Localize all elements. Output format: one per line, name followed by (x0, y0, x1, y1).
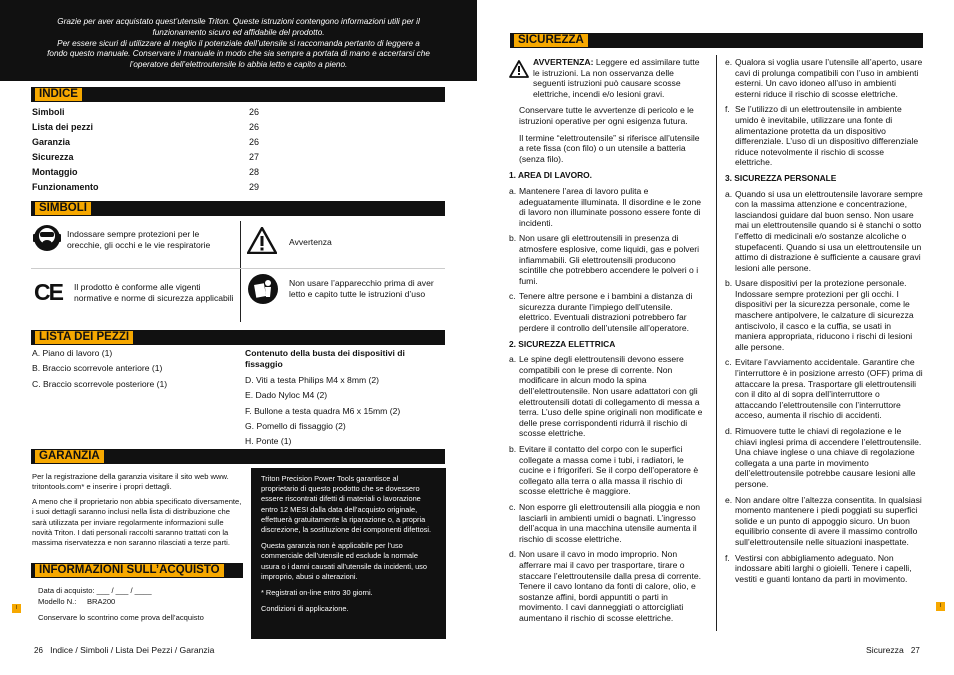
keep-receipt-note: Conservare lo scontrino come prova dell’acquisto (38, 613, 204, 623)
safety-item (725, 278, 923, 352)
purchase-date-field[interactable]: Data di acquisto: ___ / ___ / ____ (38, 586, 152, 595)
warranty-paragraph: Per la registrazione della garanzia visitare il sito web www. tritontools.com* e inserire i propri dettagli. (32, 472, 229, 492)
index-row[interactable] (32, 167, 272, 182)
section-header-simboli (31, 201, 445, 216)
edge-tab-right (936, 602, 945, 611)
index-row[interactable] (32, 152, 272, 167)
safety-item (725, 189, 923, 274)
index-row[interactable] (32, 107, 272, 122)
item-text: Qualora si voglia usare l’utensile all’aperto, usare cavi di prolunga compatibili con l’uso in ambienti esterni. Un cavo idoneo all’uso in ambienti esterni riduce il rischio di scosse elettriche. (735, 57, 923, 99)
page-number: 27 (910, 646, 920, 655)
edge-tab-label: I (15, 605, 18, 611)
safety-paragraph: Conservare tutte le avvertenze di pericolo e le istruzioni operative per ogni esigenza futura. (519, 105, 694, 126)
item-key: e. (725, 494, 733, 505)
edge-tab-label: I (939, 603, 942, 609)
item-text: Usare dispositivi per la protezione personale. Indossare sempre protezioni per gli occhi. I dispositivi per la sicurezza personale, come le maschere antipolvere, le calzature di sicurezza antiscivolo, il casco e la cuffia, se usati in maniera appropriata, riducono i rischi di lesioni alle persone. (735, 278, 914, 352)
safety-item (725, 57, 923, 99)
item-key: c. (509, 501, 516, 512)
section-header-acquisto (31, 563, 243, 578)
warning-title: AVVERTENZA: (533, 57, 594, 67)
protection-text: Indossare sempre protezioni per le orecchie, gli occhi e le vie respiratorie (67, 229, 211, 250)
warranty-registration (32, 472, 244, 553)
item-text: Non andare oltre l’altezza consentita. In qualsiasi momento mantenere i piedi poggiati su superfici solide e un punto di appoggio sicuro. Un buon equilibrio consente di avere il massimo controllo sull’elettroutensile nelle situazioni inaspettate. (735, 494, 922, 547)
item-key: a. (509, 185, 517, 196)
safety-paragraph: Il termine “elettroutensile” si riferisce all’utensile a rete fissa (con filo) o un utensile a batteria (senza filo). (519, 132, 700, 164)
index-page: 27 (249, 152, 260, 162)
footer-section: Sicurezza (866, 645, 904, 655)
footer-section: Indice / Simboli / Lista Dei Pezzi / Garanzia (50, 645, 215, 655)
item-key: c. (509, 291, 516, 302)
intro-line: l’operatore dell’elettroutensile lo abbia letto e capito a pieno. (129, 60, 348, 70)
item-key: d. (509, 549, 517, 560)
intro-line: fondo questo manuale. Conservare il manuale in modo che sia sempre a portata di mano e accertarsi che (47, 49, 430, 59)
intro-line: Grazie per aver acquistato quest’utensile Triton. Queste istruzioni contengono informazioni utili per il (57, 17, 420, 26)
item-text: Vestirsi con abbigliamento adeguato. Non indossare abiti larghi o gioielli. Tenere i capelli, vestiti e guanti lontano da parti in movimento. (735, 552, 912, 584)
index-row[interactable] (32, 122, 272, 137)
purchase-info (38, 586, 204, 624)
warning-icon (247, 227, 277, 254)
safety-item (509, 186, 704, 228)
item-text: Quando si usa un elettroutensile lavorare sempre con la massima attenzione e concentrazione, lasciandosi guidare dal buon senso. Non usare mai un elettroutensile quando si è stanchi o sotto l’effetto di medicinali e/o sostanze alcoliche o stupefacenti. Quando si usa un elettroutensile un attimo di distrazione è sufficiente a causare gravi lesioni alle persone. (735, 188, 923, 273)
page-number: 26 (34, 646, 43, 655)
section-header-sicurezza (510, 33, 923, 48)
parts-item: B. Braccio scorrevole anteriore (1) (32, 363, 163, 373)
parts-item: E. Dado Nyloc M4 (2) (245, 390, 328, 400)
item-text: Non usare il cavo in modo improprio. Non afferrare mai il cavo per trasportare, tirare o staccare l’elettroutensile dalla presa di corrente. Tenere il cavo lontano da fonti di calore, olio, e sostanze affini, bordi appuntiti o parti in movimento. I cavi danneggiati o attorcigliati aumentano il rischio di scosse elettriche. (519, 549, 701, 623)
section-title: GARANZIA (35, 450, 104, 463)
divider (240, 221, 241, 322)
warranty-terms-box (251, 468, 446, 639)
item-text: Evitare l’avviamento accidentale. Garantire che l’interruttore è in posizione arresto (OFF) prima di attaccare la presa. Trasportare gli elettroutensili con il dito al di sopra dell’interruttore o attaccando l’elettroutensile con l’interruttore acceso, aumenta il rischio di accidenti. (735, 357, 923, 421)
section-header-indice (31, 87, 445, 102)
safety-warning (509, 57, 704, 99)
safety-heading: 2. SICUREZZA ELETTRICA (509, 338, 616, 349)
warranty-terms: Triton Precision Power Tools garantisce al proprietario di questo prodotto che se dovessero essere riscontrati difetti di materiali o lavorazione entro 12 MESI dalla data dell’acquisto originale, effettuerà gratuitamente la riparazione o, a propria discrezione, la sostituzione dei componenti difettosi. (261, 474, 432, 535)
ce-mark-text: CE (34, 279, 62, 305)
read-manual-icon (247, 273, 279, 305)
warranty-terms: Questa garanzia non è applicabile per l’uso commerciale dell’utensile ed esclude la normale usura o i danni causati all’utensile da incidenti, uso improprio, abusi o alterazioni. (261, 541, 427, 581)
intro-line: Per essere sicuri di utilizzare al meglio il potenziale dell’utensile si raccomanda pertanto di leggere a (57, 38, 420, 48)
safety-item (509, 354, 704, 439)
edge-tab-left (12, 604, 21, 613)
column-divider (716, 55, 717, 631)
fasteners-kit-title: Contenuto della busta dei dispositivi di fissaggio (245, 348, 405, 369)
item-key: b. (509, 444, 517, 454)
item-key: b. (509, 233, 517, 244)
model-value: BRA200 (86, 596, 116, 606)
safety-heading: 3. SICUREZZA PERSONALE (725, 172, 837, 183)
index-page: 29 (249, 182, 260, 192)
section-title: SICUREZZA (514, 34, 588, 47)
parts-item: H. Ponte (1) (245, 436, 292, 446)
ce-text: Il prodotto è conforme alle vigenti normative e norme di sicurezza applicabili (74, 282, 234, 303)
model-number (38, 597, 204, 608)
warning-icon (509, 60, 529, 78)
section-title: INDICE (35, 88, 82, 101)
index-row[interactable] (32, 137, 272, 152)
protection-icon (33, 223, 61, 253)
item-text: Rimuovere tutte le chiavi di regolazione e le chiavi inglesi prima di accendere l’elettroutensile. Una chiave inglese o una chiave di regolazione collegata a una parte in movimento dell’elettroutensile potrebbe causare lesioni alle persone. (735, 426, 922, 489)
index-page: 26 (249, 122, 260, 132)
index-page: 26 (249, 137, 260, 147)
item-key: b. (725, 278, 733, 289)
parts-item: D. Viti a testa Philips M4 x 8mm (2) (245, 375, 380, 385)
parts-item: C. Braccio scorrevole posteriore (1) (32, 379, 168, 389)
item-key: f. (725, 104, 730, 115)
parts-item: F. Bullone a testa quadra M6 x 15mm (2) (245, 406, 401, 416)
index-row[interactable] (32, 182, 272, 197)
section-header-lista (31, 330, 445, 345)
warranty-terms: * Registrati on-line entro 30 giorni. (261, 588, 373, 598)
safety-item (509, 502, 704, 544)
ce-mark-icon (34, 280, 64, 304)
safety-item (725, 104, 923, 168)
index-page: 26 (249, 107, 260, 117)
model-label: Modello N.: (38, 596, 77, 606)
item-text: Tenere altre persone e i bambini a distanza di sicurezza durante l’impiego dell’utensile. elettrico. Eventuali distrazioni potrebbero far perdere il controllo dell’utensile all’operatore. (519, 291, 693, 334)
index-label: Funzionamento (32, 182, 99, 192)
item-text: Se l’utilizzo di un elettroutensile in ambiente umido è inevitabile, utilizzare una fonte di alimentazione protetta da un dispositivo differenziale. L’uso di un dispositivo differenziale riduce notevolmente il rischio di scosse elettriche. (735, 104, 919, 168)
safety-column-2 (725, 57, 923, 589)
index-label: Garanzia (32, 137, 71, 147)
safety-item (509, 291, 704, 333)
index-label: Lista dei pezzi (32, 122, 94, 132)
section-title: SIMBOLI (35, 202, 91, 215)
item-text: Evitare il contatto del corpo con le superfici collegate a massa come i tubi, i radiatori, le cucine e i frigoriferi. Se il corpo dell’operatore è collegato alla terra o alla massa il rischio di scosse elettriche è maggiore. (519, 444, 699, 497)
item-key: e. (725, 57, 733, 67)
index-label: Montaggio (32, 167, 78, 177)
warning-text: Leggere ed assimilare tutte le istruzioni. La non osservanza delle seguenti istruzioni può causare scosse elettriche, incendi e/o lesioni gravi. (533, 57, 700, 99)
item-text: Non usare gli elettroutensili in presenza di atmosfere esplosive, come liquidi, gas e polveri infiammabili. Gli elettroutensili producono scintille che potrebbero accendere le polveri o i fumi. (519, 233, 700, 286)
index-label: Simboli (32, 107, 65, 117)
safety-heading: 1. AREA DI LAVORO. (509, 170, 592, 181)
section-title: LISTA DEI PEZZI (35, 331, 133, 344)
index-page: 28 (249, 167, 260, 177)
item-text: Le spine degli elettroutensili devono essere compatibili con le prese di corrente. Non modificare in alcun modo la spina dell’elettroutensile. Non usare adattatori con gli elettroutensili dotati di collegamento di messa a terra. L’uso delle spine originali non modificate e delle prese corrispondenti ridurrà il rischio di scosse elettriche. (519, 354, 703, 439)
footer-right (866, 645, 920, 655)
safety-item (725, 553, 923, 585)
index-label: Sicurezza (32, 152, 74, 162)
section-title: INFORMAZIONI SULL’ACQUISTO (35, 564, 224, 577)
safety-item (725, 495, 923, 548)
safety-item (509, 549, 704, 623)
manual-text: Non usare l’apparecchio prima di aver letto e capito tutte le istruzioni d’uso (289, 278, 434, 299)
item-text: Non esporre gli elettroutensili alla pioggia e non lasciarli in ambienti umidi o bagnati. L’ingresso dell’acqua in una macchina utensile aumenta il rischio di scosse elettriche. (519, 501, 701, 544)
item-key: d. (725, 426, 733, 436)
intro-line: funzionamento sicuro ed affidabile del prodotto. (152, 27, 325, 37)
warning-text: Avvertenza (289, 237, 332, 247)
footer-left (34, 645, 214, 655)
item-key: a. (725, 188, 733, 199)
parts-item: A. Piano di lavoro (1) (32, 348, 113, 358)
parts-item: G. Pomello di fissaggio (2) (245, 421, 346, 431)
safety-item (509, 444, 704, 497)
safety-item (725, 357, 923, 421)
item-text: Mantenere l’area di lavoro pulita e adeguatamente illuminata. Il disordine e le zone di lavoro non illuminate possono essere fonte di incidenti. (519, 185, 702, 228)
safety-column-1 (509, 57, 704, 629)
intro-box (0, 0, 477, 81)
item-key: f. (725, 552, 730, 563)
safety-item (509, 233, 704, 286)
safety-item (725, 426, 923, 490)
item-key: a. (509, 354, 517, 365)
item-key: c. (725, 357, 732, 368)
warranty-paragraph: A meno che il proprietario non abbia specificato diversamente, i suoi dettagli saranno inclusi nella lista di distribuzione che sarà utilizzata per inviare regolarmente informazioni sulle novità Triton. I dati personali raccolti saranno trattati con la massima riservatezza e non saranno rilasciati a terze parti. (32, 496, 242, 548)
warranty-terms: Condizioni di applicazione. (261, 604, 349, 614)
divider (31, 268, 445, 269)
section-header-garanzia (31, 449, 445, 464)
